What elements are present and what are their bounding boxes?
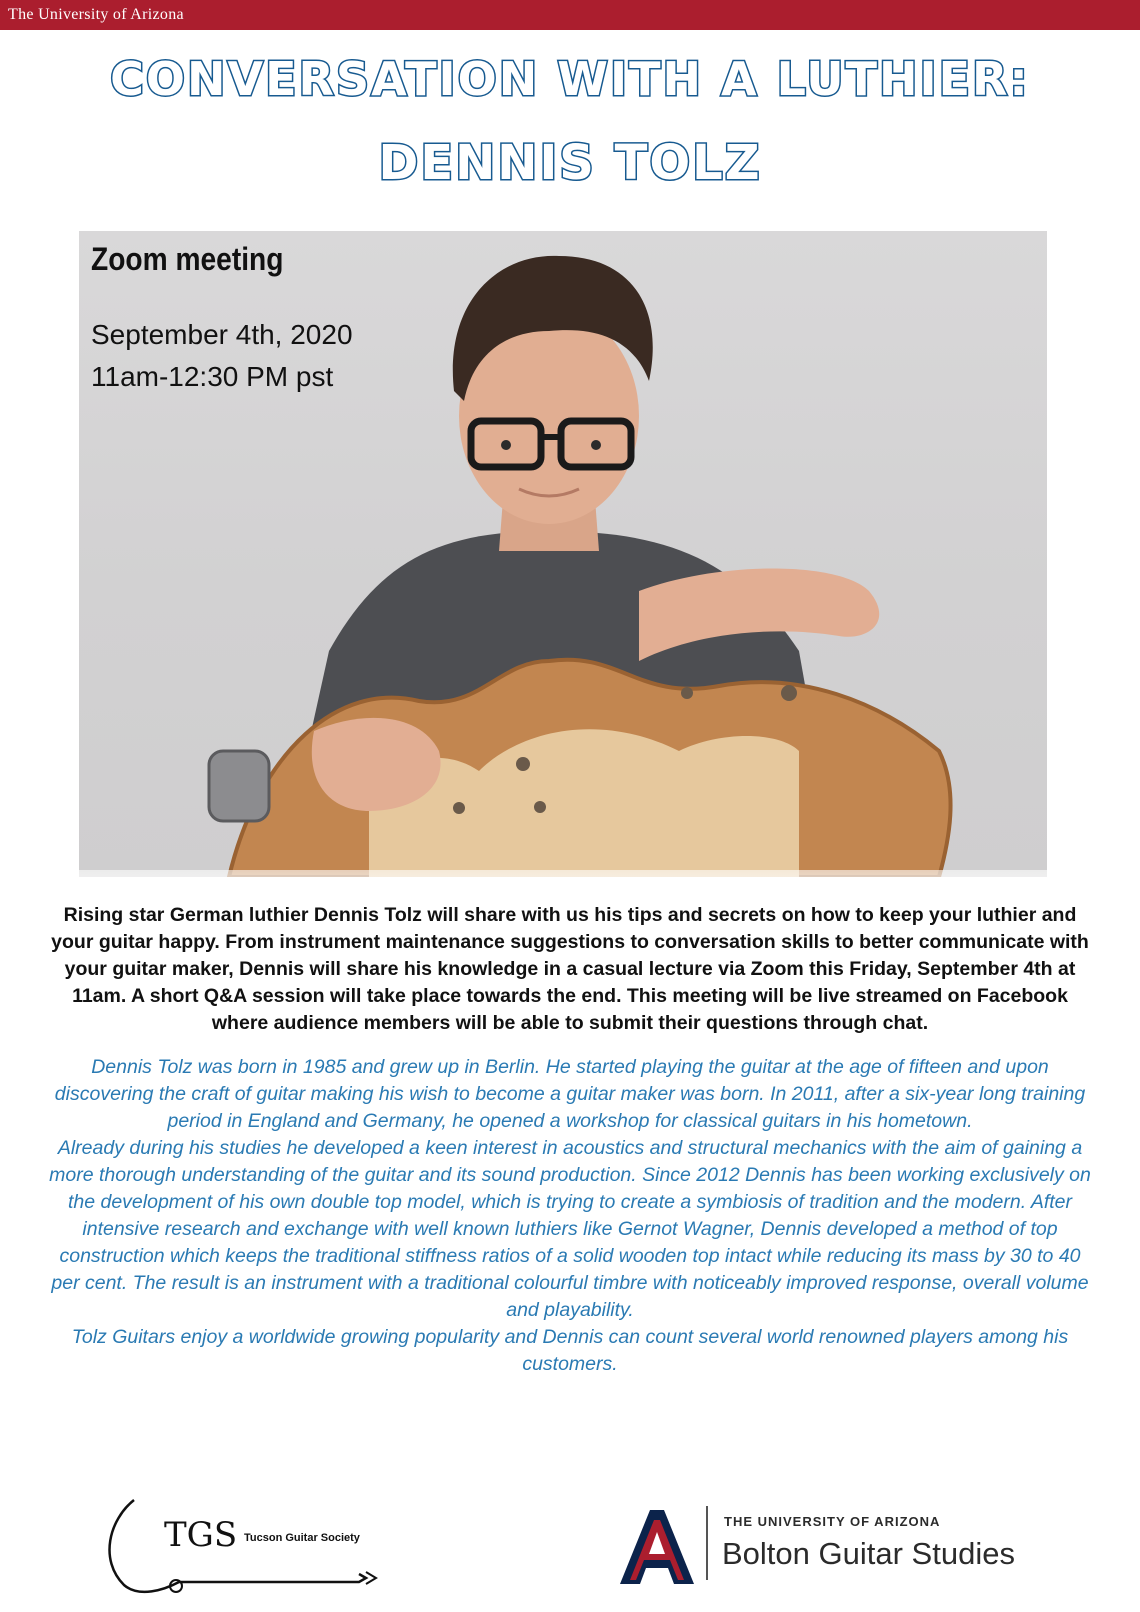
luthier-photo [79, 231, 1047, 877]
logo-divider [706, 1506, 708, 1580]
tucson-guitar-society-logo [104, 1490, 404, 1600]
bolton-guitar-studies-logo [612, 1500, 1042, 1590]
event-type-label: Zoom meeting [91, 241, 284, 277]
ua-small-text: THE UNIVERSITY OF ARIZONA [724, 1514, 941, 1529]
title-line-2: DENNIS TOLZ [378, 135, 762, 191]
tgs-mark: TGS [164, 1515, 238, 1555]
bio-paragraph: Already during his studies he developed a keen interest in acoustics and structural mechanics with the aim of gaining a more thorough understanding of the guitar and its sound production. Since 2012 Dennis has been working exclusively on the development of his own double top model, which is trying to create a symbiosis of tradition and the modern. After intensive research and exchange with well known luthiers like Gernot Wagner, Dennis developed a method of top construction which keeps the traditional stiffness ratios of a solid wooden top intact while reducing its mass by 30 to 40 per cent. The result is an instrument with a traditional colourful timbre with noticeably improved response, overall volume and playability. [49, 1137, 1091, 1321]
bio-paragraph: Dennis Tolz was born in 1985 and grew up in Berlin. He started playing the guitar at the age of fifteen and upon discovering the craft of guitar making his wish to become a guitar maker was born. In 2011, after a six-year long training period in England and Germany, he opened a workshop for classical guitars in his hometown. [54, 1056, 1086, 1132]
arizona-a-icon [612, 1500, 702, 1590]
biography [45, 1054, 1095, 1378]
title-line-1: CONVERSATION WITH A LUTHIER: [110, 52, 1030, 106]
tgs-name: Tucson Guitar Society [244, 1532, 360, 1544]
guitar-outline-icon [104, 1490, 404, 1600]
university-name: The University of Arizona [8, 6, 184, 23]
event-date: September 4th, 2020 [91, 319, 353, 350]
event-time: 11am-12:30 PM pst [91, 361, 334, 392]
university-banner [0, 0, 1140, 30]
bio-paragraph: Tolz Guitars enjoy a worldwide growing popularity and Dennis can count several world renowned players among his customers. [71, 1326, 1069, 1375]
ua-program-name: Bolton Guitar Studies [722, 1536, 1015, 1571]
event-description: Rising star German luthier Dennis Tolz will share with us his tips and secrets on how to keep your luthier and your guitar happy. From instrument maintenance suggestions to conversation skills to better communicate with your guitar maker, Dennis will share his knowledge in a casual lecture via Zoom this Friday, September 4th at 11am. A short Q&A session will take place towards the end. This meeting will be live streamed on Facebook where audience members will be able to submit their questions through chat. [51, 904, 1089, 1034]
